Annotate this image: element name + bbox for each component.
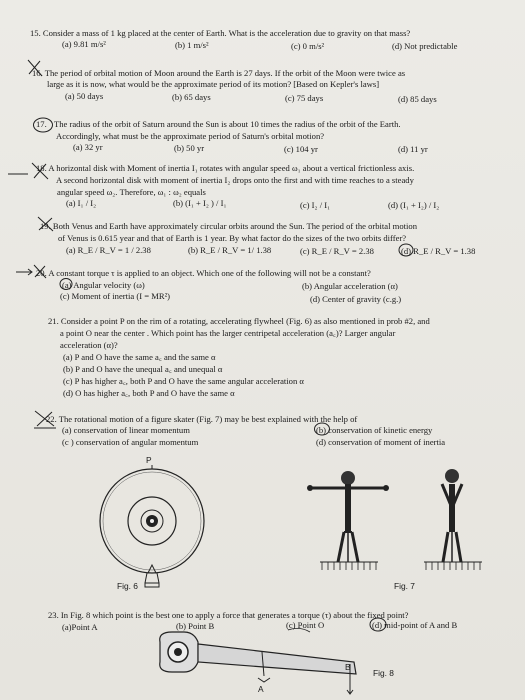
q18-stem-line1: 18. A horizontal disk with Moment of inertia I₁ rotates with angular speed ω₁ about a vertical frictionless axis. [36, 163, 415, 173]
q22-option-d: (d) conservation of moment of inertia [316, 437, 446, 447]
q21-stem-line1: 21. Consider a point P on the rim of a rotating, accelerating flywheel (Fig. 6) as also mentioned in prob #2, and [48, 316, 430, 326]
figure-skater-drawing [300, 462, 510, 582]
q20-stem: 20. A constant torque τ is applied to an object. Which one of the following will not be a constant? [36, 268, 371, 278]
q21-option-d: (d) O has higher a꜀, both P and O have the same α [63, 388, 235, 398]
q22-option-b: (b) conservation of kinetic energy [316, 425, 433, 435]
q17-stem-line1: The radius of the orbit of Saturn around the Sun is about 10 times the radius of the orbit of the Earth. [54, 119, 401, 129]
q16-option-d: (d) 85 days [398, 94, 437, 104]
q17-stem-line2: Accordingly, what must be the approximate period of Saturn's orbital motion? [56, 131, 325, 141]
q18-option-a: (a) I₁ / I₂ [66, 198, 97, 208]
q21-stem-line2: a point O near the center . Which point has the larger centripetal acceleration (a꜀)? Larger angular [60, 328, 396, 338]
q18-option-d: (d) (I₁ + I₂) / I₂ [388, 200, 440, 210]
q17-option-d: (d) 11 yr [398, 144, 428, 154]
q19-option-b: (b) R_E / R_V = 1/ 1.38 [188, 245, 272, 255]
q20-option-a: (a) Angular velocity (ω) [62, 280, 145, 290]
fig8-point-b-label: B [345, 662, 351, 672]
q19-stem-line2: of Venus is 0.615 year and that of Earth is 1 year. By what factor do the sizes of the two orbits differ? [58, 233, 407, 243]
fig7-caption: Fig. 7 [394, 581, 415, 591]
q20-option-b: (b) Angular acceleration (α) [302, 281, 398, 291]
q20-option-c: (c) Moment of inertia (I = MR²) [60, 291, 171, 301]
q22-option-c: (c ) conservation of angular momentum [62, 437, 199, 447]
q18-stem-line3: angular speed ω₂. Therefore, ω₁ : ω₂ equals [57, 187, 206, 197]
q19-option-a: (a) R_E / R_V = 1 / 2.38 [66, 245, 151, 255]
q17-option-c: (c) 104 yr [284, 144, 318, 154]
q15-option-d: (d) Not predictable [392, 41, 458, 51]
flywheel-figure [92, 465, 222, 595]
q21-option-c: (c) P has higher a꜀, both P and O have the same angular acceleration α [63, 376, 304, 386]
q21-option-a: (a) P and O have the same a꜀ and the same α [63, 352, 216, 362]
q16-option-b: (b) 65 days [172, 92, 211, 102]
q16-option-a: (a) 50 days [65, 91, 104, 101]
q17-number: 17. [36, 119, 47, 129]
q18-option-b: (b) (I₁ + I₂ ) / I₁ [173, 198, 227, 208]
fig6-point-p-label: P [146, 455, 152, 465]
q23-stem: 23. In Fig. 8 which point is the best one to apply a force that generates a torque (τ) about the fixed point? [48, 610, 409, 620]
q20-option-d: (d) Center of gravity (c.g.) [310, 294, 402, 304]
q15-option-c: (c) 0 m/s² [291, 41, 325, 51]
q22-option-a: (a) conservation of linear momentum [62, 425, 190, 435]
q22-stem: 22. The rotational motion of a figure skater (Fig. 7) may be best explained with the help of [46, 414, 358, 424]
q23-option-c: (c) Point O [286, 620, 325, 630]
q15-option-a: (a) 9.81 m/s² [62, 39, 106, 49]
q15-option-b: (b) 1 m/s² [175, 40, 209, 50]
q19-stem-line1: 19. Both Venus and Earth have approximately circular orbits around the Sun. The period of the orbital motion [40, 221, 418, 231]
wrench-figure [150, 628, 410, 700]
q16-stem-line2: large as it is now, what would be the approximate period of its motion? [Based on Kepler's laws] [47, 79, 380, 89]
q18-stem-line2: A second horizontal disk with moment of inertia I₂ drops onto the first and with time reaches to a steady [56, 175, 414, 185]
q18-option-c: (c) I₂ / I₁ [300, 200, 331, 210]
q17-option-b: (b) 50 yr [174, 143, 205, 153]
q17-option-a: (a) 32 yr [73, 142, 103, 152]
q16-stem-line1: 16. The period of orbital motion of Moon around the Earth is 27 days. If the orbit of the Moon were twice as [32, 68, 406, 78]
q19-option-d: (d) R_E / R_V = 1.38 [401, 246, 476, 256]
fig8-caption: Fig. 8 [373, 668, 394, 678]
q15-stem: 15. Consider a mass of 1 kg placed at the center of Earth. What is the acceleration due to gravity on that mass? [30, 28, 411, 38]
q23-option-d: (d) mid-point of A and B [372, 620, 458, 630]
q23-option-a: (a)Point A [62, 622, 98, 632]
fig8-point-a-label: A [258, 684, 264, 694]
q21-stem-line3: acceleration (α)? [60, 340, 118, 350]
q16-option-c: (c) 75 days [285, 93, 324, 103]
q19-option-c: (c) R_E / R_V = 2.38 [300, 246, 374, 256]
q23-option-b: (b) Point B [176, 621, 215, 631]
q21-option-b: (b) P and O have the unequal a꜀ and unequal α [63, 364, 223, 374]
fig6-caption: Fig. 6 [117, 581, 138, 591]
